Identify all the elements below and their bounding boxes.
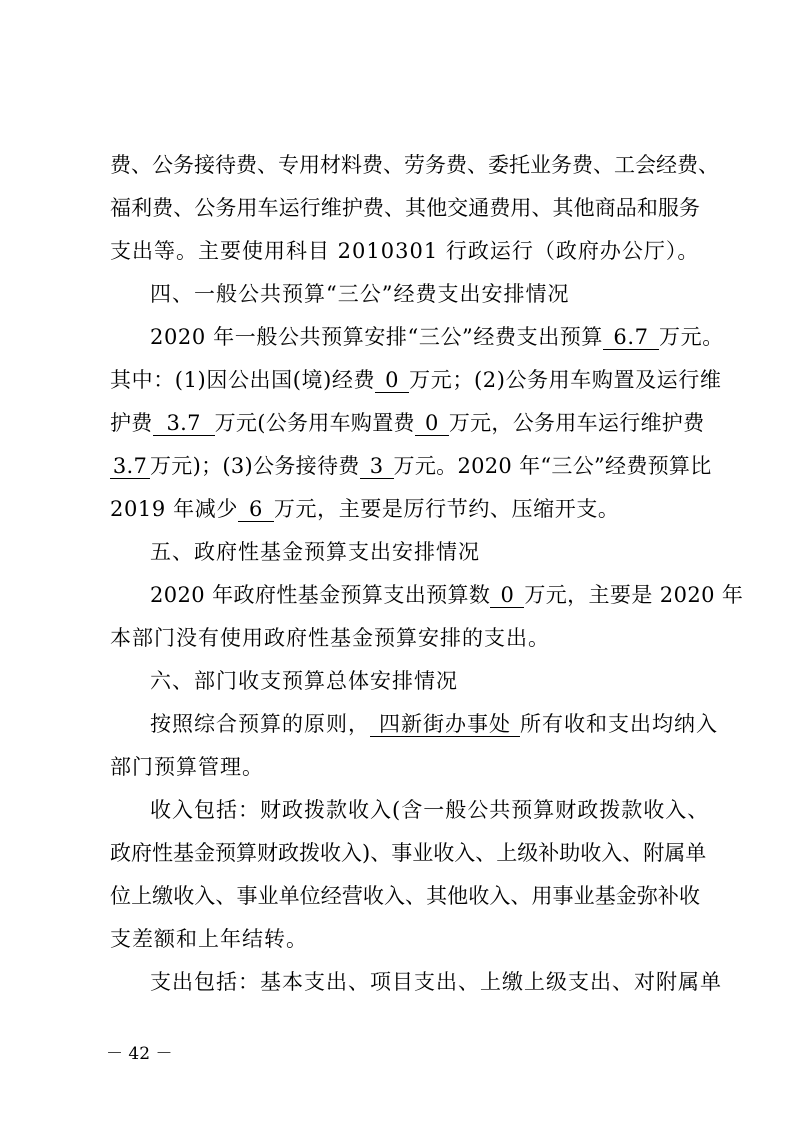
underlined-value: 四新街办事处	[370, 712, 520, 737]
paragraph-line: 政府性基金预算财政拨收入)、事业收入、上级补助收入、附属单	[110, 841, 707, 865]
paragraph-line: 支出等。主要使用科目 2010301 行政运行（政府办公厅）。	[110, 239, 700, 263]
paragraph-line: 本部门没有使用政府性基金预算安排的支出。	[110, 626, 550, 650]
paragraph-line	[110, 494, 700, 524]
text-segment: 万元，主要是 2020 年	[524, 583, 744, 607]
section-heading-5: 五、政府性基金预算支出安排情况	[150, 540, 480, 564]
text-segment: 万元(公务用车购置费	[214, 411, 415, 435]
paragraph-line	[150, 580, 744, 610]
paragraph-line	[110, 408, 705, 438]
underlined-value: 3.7	[153, 411, 215, 436]
text-segment: 所有收和支出均纳入	[520, 712, 718, 736]
paragraph-line: 收入包括：财政拨款收入(含一般公共预算财政拨款收入、	[150, 798, 710, 822]
text-segment: 其中：(1)因公出国(境)经费	[110, 368, 376, 392]
underlined-value: 0	[415, 411, 449, 436]
underlined-value: 6	[238, 497, 274, 522]
text-segment: 万元。	[659, 325, 724, 349]
paragraph-line: 支差额和上年结转。	[110, 927, 308, 951]
section-heading-4: 四、一般公共预算“三公”经费支出安排情况	[150, 282, 570, 306]
underlined-value: 0	[375, 368, 409, 393]
paragraph-line: 部门预算管理。	[110, 755, 264, 779]
text-segment: 护费	[110, 411, 153, 435]
paragraph-line: 位上缴收入、事业单位经营收入、其他收入、用事业基金弥补收	[110, 884, 700, 908]
paragraph-line: 支出包括：基本支出、项目支出、上缴上级支出、对附属单	[150, 970, 722, 994]
text-segment: 万元；(2)公务用车购置及运行维	[409, 368, 722, 392]
text-segment: 万元，主要是厉行节约、压缩开支。	[273, 497, 620, 521]
paragraph-line	[150, 709, 718, 739]
paragraph-line: 费、公务接待费、专用材料费、劳务费、委托业务费、工会经费、	[110, 153, 719, 177]
underlined-value: 6.7	[603, 325, 659, 350]
text-segment: 万元)；(3)公务接待费	[150, 454, 360, 478]
paragraph-line	[150, 322, 724, 352]
text-segment: 2019 年减少	[110, 497, 238, 521]
text-segment: 万元。2020 年“三公”经费预算比	[393, 454, 712, 478]
page-number: － 42 －	[106, 1044, 173, 1064]
text-segment: 2020 年政府性基金预算支出预算数	[150, 583, 491, 607]
text-segment: 2020 年一般公共预算安排“三公”经费支出预算	[150, 325, 603, 349]
paragraph-line	[110, 365, 722, 395]
underlined-value: 0	[490, 583, 524, 608]
section-heading-6: 六、部门收支预算总体安排情况	[150, 669, 458, 693]
paragraph-line	[110, 451, 712, 481]
underlined-value: 3.7	[110, 454, 150, 479]
text-segment: 按照综合预算的原则，	[150, 712, 370, 736]
paragraph-line: 福利费、公务用车运行维护费、其他交通费用、其他商品和服务	[110, 196, 700, 220]
text-segment: 万元，公务用车运行维护费	[448, 411, 705, 435]
underlined-value: 3	[360, 454, 394, 479]
